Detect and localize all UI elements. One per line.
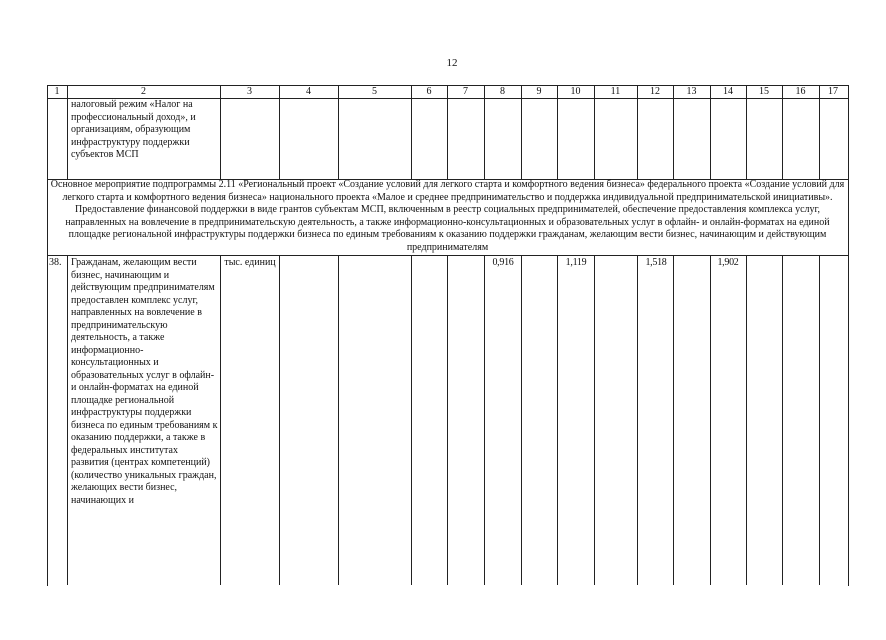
col-divider [710, 255, 711, 585]
column-header: 7 [463, 86, 468, 97]
col-divider [594, 255, 595, 585]
indicator-name: Гражданам, желающим вести бизнес, начинающим и действующим предпринимателям предоставлен комплекс услуг, направленных на вовлечение в предпринимательскую деятельность, а также информационно-консультационных и образовательных услуг в офлайн- и онлайн-форматах на единой площадке региональной инфраструктуры поддержки бизнеса по единым требованиям к оказанию поддержки, а также в федеральных институтах развития (центрах компетенций) (количество уникальных граждан, желающих вести бизнес, начинающих и [71, 257, 218, 506]
col-divider [782, 255, 783, 585]
col-divider [819, 85, 820, 179]
column-header: 8 [500, 86, 505, 97]
col-divider [411, 85, 412, 179]
col-divider [673, 85, 674, 179]
value-col12: 1,518 [645, 257, 667, 268]
column-header: 4 [306, 86, 311, 97]
column-header: 5 [372, 86, 377, 97]
col-divider [673, 255, 674, 585]
col-divider [447, 255, 448, 585]
unit-of-measure: тыс. единиц [224, 257, 276, 268]
value-col8: 0,916 [492, 257, 514, 268]
col-divider [484, 255, 485, 585]
col-divider [521, 85, 522, 179]
col-divider [279, 85, 280, 179]
col-divider [637, 255, 638, 585]
col-divider [338, 85, 339, 179]
column-header: 13 [686, 86, 697, 97]
col-divider [782, 85, 783, 179]
col-divider [220, 85, 221, 179]
column-header: 16 [795, 86, 806, 97]
value-col10: 1,119 [565, 257, 587, 268]
column-header: 1 [54, 86, 60, 97]
column-header: 11 [610, 86, 621, 97]
col-divider [557, 85, 558, 179]
col-divider [521, 255, 522, 585]
col-divider [637, 85, 638, 179]
column-header: 14 [723, 86, 733, 97]
col-divider [484, 85, 485, 179]
value-col14: 1,902 [717, 257, 739, 268]
column-header: 2 [141, 86, 146, 97]
col-divider [338, 255, 339, 585]
column-header: 6 [426, 86, 432, 97]
page-number: 12 [446, 57, 458, 69]
col-divider [594, 85, 595, 179]
col-divider [67, 85, 68, 179]
column-header: 12 [650, 86, 660, 97]
col-divider [279, 255, 280, 585]
col-divider [411, 255, 412, 585]
col-divider [220, 255, 221, 585]
column-header: 15 [759, 86, 769, 97]
section-heading: Основное мероприятие подпрограммы 2.11 «Региональный проект «Создание условий для легкого старта и комфортного ведения бизнеса» федерального проекта «Создание условий для легкого старта и комфортного ведения бизнеса» национального проекта «Малое и среднее предпринимательство и поддержка индивидуальной предпринимательской инициативы». Предоставление финансовой поддержки в виде грантов субъектам МСП, включенным в реестр социальных предпринимателей, обеспечение предоставления комплекса услуг, направленных на вовлечение в предпринимательскую деятельность, а также информационно-консультационных и образовательных услуг в офлайн- и онлайн-форматах на единой площадке региональной инфраструктуры поддержки бизнеса по единым требованиям к оказанию поддержки гражданам, желающим вести бизнес, начинающим и действующим предпринимателям [50, 179, 845, 253]
continued-indicator-text: налоговый режим «Налог на профессиональный доход», и организациям, образующим инфраструктуру поддержки субъектов МСП [71, 99, 196, 160]
column-header: 17 [828, 86, 838, 97]
col-divider [746, 85, 747, 179]
col-divider [67, 255, 68, 585]
column-header: 9 [536, 86, 542, 97]
col-divider [710, 85, 711, 179]
col-divider [819, 255, 820, 585]
column-header: 3 [247, 86, 252, 97]
row-number: 38. [49, 257, 62, 268]
col-divider [557, 255, 558, 585]
col-divider [746, 255, 747, 585]
col-divider [447, 85, 448, 179]
column-header: 10 [570, 86, 581, 97]
row-divider [47, 255, 848, 256]
